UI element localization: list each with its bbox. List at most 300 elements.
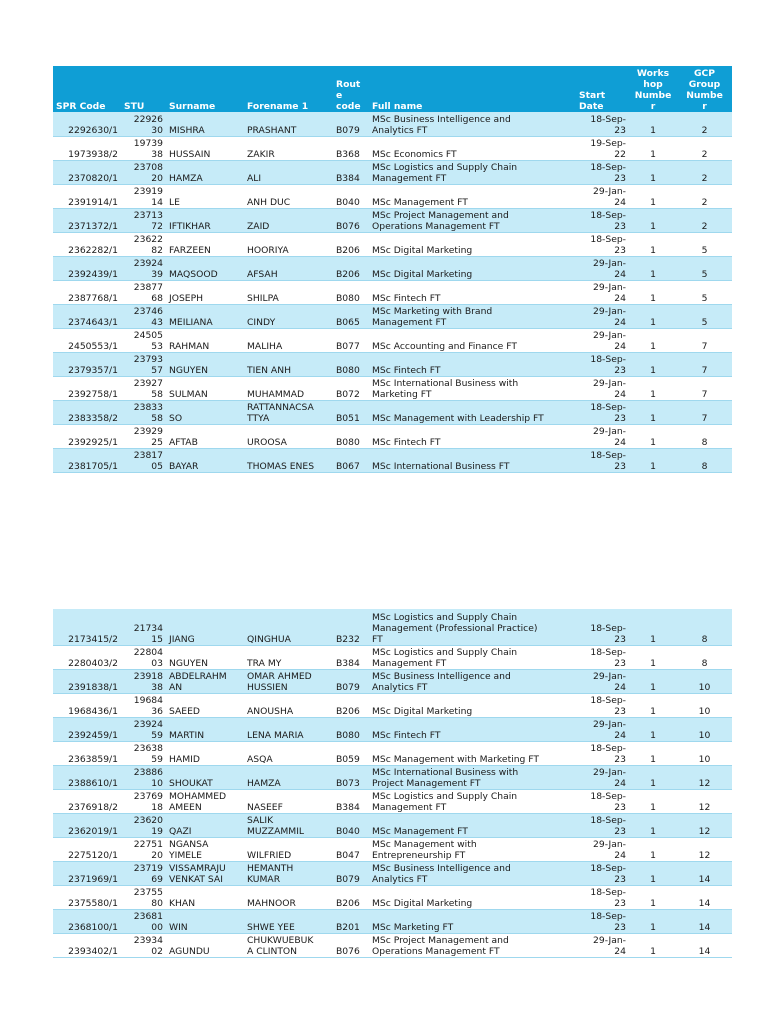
workshop-number-cell: 1 <box>629 160 677 184</box>
route-code-cell: B051 <box>333 400 369 424</box>
start-date-cell: 29-Jan- 24 <box>576 424 629 448</box>
table-row <box>53 136 732 160</box>
stu-cell: 21734 15 <box>121 609 166 645</box>
surname-cell: SO <box>166 400 244 424</box>
table-row <box>53 765 732 789</box>
route-code-cell: B065 <box>333 304 369 328</box>
start-date-cell: 29-Jan- 24 <box>576 280 629 304</box>
spr-code-cell: 2381705/1 <box>53 448 121 472</box>
workshop-number-cell: 1 <box>629 376 677 400</box>
stu-cell: 23681 00 <box>121 909 166 933</box>
gcp-group-cell: 10 <box>677 741 732 765</box>
header-gcp-group-number: GCP Group Numbe r <box>677 66 732 112</box>
start-date-cell: 18-Sep- 23 <box>576 909 629 933</box>
table-row <box>53 813 732 837</box>
forename-cell: SALIK MUZZAMMIL <box>244 813 333 837</box>
forename-cell: WILFRIED <box>244 837 333 861</box>
surname-cell: MAQSOOD <box>166 256 244 280</box>
route-code-cell: B384 <box>333 160 369 184</box>
workshop-number-cell: 1 <box>629 645 677 669</box>
stu-cell: 23934 02 <box>121 933 166 957</box>
start-date-cell: 18-Sep- 23 <box>576 112 629 136</box>
route-code-cell: B080 <box>333 424 369 448</box>
workshop-number-cell: 1 <box>629 448 677 472</box>
route-code-cell: B079 <box>333 669 369 693</box>
workshop-number-cell: 1 <box>629 765 677 789</box>
full-name-cell: MSc Management FT <box>369 813 576 837</box>
stu-cell: 23924 59 <box>121 717 166 741</box>
start-date-cell: 29-Jan- 24 <box>576 328 629 352</box>
full-name-cell: MSc Logistics and Supply Chain Management (Professional Practice) FT <box>369 609 576 645</box>
surname-cell: IFTIKHAR <box>166 208 244 232</box>
full-name-cell: MSc International Business with Marketing FT <box>369 376 576 400</box>
gcp-group-cell: 7 <box>677 376 732 400</box>
gcp-group-cell: 2 <box>677 112 732 136</box>
gcp-group-cell: 2 <box>677 208 732 232</box>
surname-cell: HUSSAIN <box>166 136 244 160</box>
workshop-number-cell: 1 <box>629 352 677 376</box>
start-date-cell: 29-Jan- 24 <box>576 669 629 693</box>
gcp-group-cell: 12 <box>677 837 732 861</box>
spr-code-cell: 2392925/1 <box>53 424 121 448</box>
surname-cell: MEILIANA <box>166 304 244 328</box>
full-name-cell: MSc Digital Marketing <box>369 693 576 717</box>
gcp-group-cell: 14 <box>677 885 732 909</box>
start-date-cell: 29-Jan- 24 <box>576 933 629 957</box>
stu-cell: 23929 25 <box>121 424 166 448</box>
table-row <box>53 256 732 280</box>
forename-cell: ALI <box>244 160 333 184</box>
workshop-number-cell: 1 <box>629 909 677 933</box>
full-name-cell: MSc Management with Marketing FT <box>369 741 576 765</box>
forename-cell: AFSAH <box>244 256 333 280</box>
route-code-cell: B206 <box>333 256 369 280</box>
full-name-cell: MSc Digital Marketing <box>369 885 576 909</box>
start-date-cell: 18-Sep- 23 <box>576 813 629 837</box>
stu-cell: 23886 10 <box>121 765 166 789</box>
stu-cell: 23918 38 <box>121 669 166 693</box>
route-code-cell: B080 <box>333 280 369 304</box>
full-name-cell: MSc Project Management and Operations Management FT <box>369 933 576 957</box>
table-row <box>53 837 732 861</box>
stu-cell: 23924 39 <box>121 256 166 280</box>
workshop-number-cell: 1 <box>629 112 677 136</box>
spr-code-cell: 2379357/1 <box>53 352 121 376</box>
spr-code-cell: 2387768/1 <box>53 280 121 304</box>
surname-cell: MISHRA <box>166 112 244 136</box>
gcp-group-cell: 7 <box>677 352 732 376</box>
full-name-cell: MSc Management with Entrepreneurship FT <box>369 837 576 861</box>
forename-cell: MAHNOOR <box>244 885 333 909</box>
spr-code-cell: 2391914/1 <box>53 184 121 208</box>
surname-cell: BAYAR <box>166 448 244 472</box>
header-full-name: Full name <box>369 66 576 112</box>
spr-code-cell: 2362019/1 <box>53 813 121 837</box>
surname-cell: AGUNDU <box>166 933 244 957</box>
table-row <box>53 304 732 328</box>
header-forename: Forename 1 <box>244 66 333 112</box>
forename-cell: OMAR AHMED HUSSIEN <box>244 669 333 693</box>
gcp-group-cell: 2 <box>677 160 732 184</box>
gcp-group-cell: 2 <box>677 136 732 160</box>
start-date-cell: 29-Jan- 24 <box>576 717 629 741</box>
stu-cell: 23746 43 <box>121 304 166 328</box>
workshop-number-cell: 1 <box>629 304 677 328</box>
header-surname: Surname <box>166 66 244 112</box>
table-row <box>53 328 732 352</box>
table-row <box>53 376 732 400</box>
surname-cell: MOHAMMED AMEEN <box>166 789 244 813</box>
spr-code-cell: 2391838/1 <box>53 669 121 693</box>
start-date-cell: 18-Sep- 23 <box>576 232 629 256</box>
workshop-number-cell: 1 <box>629 400 677 424</box>
full-name-cell: MSc Digital Marketing <box>369 256 576 280</box>
stu-cell: 24505 53 <box>121 328 166 352</box>
gcp-group-cell: 14 <box>677 861 732 885</box>
surname-cell: AFTAB <box>166 424 244 448</box>
table-row <box>53 424 732 448</box>
gcp-group-cell: 12 <box>677 789 732 813</box>
gcp-group-cell: 5 <box>677 232 732 256</box>
header-start-date: Start Date <box>576 66 629 112</box>
spr-code-cell: 1973938/2 <box>53 136 121 160</box>
forename-cell: PRASHANT <box>244 112 333 136</box>
table-row <box>53 112 732 136</box>
spr-code-cell: 2275120/1 <box>53 837 121 861</box>
gcp-group-cell: 12 <box>677 765 732 789</box>
gcp-group-cell: 7 <box>677 400 732 424</box>
surname-cell: VISSAMRAJU VENKAT SAI <box>166 861 244 885</box>
surname-cell: RAHMAN <box>166 328 244 352</box>
workshop-number-cell: 1 <box>629 861 677 885</box>
stu-cell: 23708 20 <box>121 160 166 184</box>
stu-cell: 23793 57 <box>121 352 166 376</box>
start-date-cell: 18-Sep- 23 <box>576 861 629 885</box>
workshop-number-cell: 1 <box>629 837 677 861</box>
workshop-number-cell: 1 <box>629 813 677 837</box>
forename-cell: THOMAS ENES <box>244 448 333 472</box>
spr-code-cell: 2450553/1 <box>53 328 121 352</box>
spr-code-cell: 2173415/2 <box>53 609 121 645</box>
surname-cell: SHOUKAT <box>166 765 244 789</box>
route-code-cell: B047 <box>333 837 369 861</box>
spr-code-cell: 2383358/2 <box>53 400 121 424</box>
forename-cell: UROOSA <box>244 424 333 448</box>
header-row <box>53 66 732 112</box>
full-name-cell: MSc Fintech FT <box>369 280 576 304</box>
table-row <box>53 232 732 256</box>
spr-code-cell: 2392439/1 <box>53 256 121 280</box>
route-code-cell: B206 <box>333 885 369 909</box>
stu-cell: 23817 05 <box>121 448 166 472</box>
surname-cell: LE <box>166 184 244 208</box>
full-name-cell: MSc Economics FT <box>369 136 576 160</box>
stu-cell: 23713 72 <box>121 208 166 232</box>
start-date-cell: 18-Sep- 23 <box>576 208 629 232</box>
start-date-cell: 18-Sep- 23 <box>576 885 629 909</box>
spr-code-cell: 1968436/1 <box>53 693 121 717</box>
table-row <box>53 789 732 813</box>
surname-cell: QAZI <box>166 813 244 837</box>
full-name-cell: MSc Accounting and Finance FT <box>369 328 576 352</box>
forename-cell: ASQA <box>244 741 333 765</box>
surname-cell: JIANG <box>166 609 244 645</box>
surname-cell: ABDELRAHM AN <box>166 669 244 693</box>
gcp-group-cell: 10 <box>677 693 732 717</box>
workshop-number-cell: 1 <box>629 885 677 909</box>
table-row <box>53 885 732 909</box>
route-code-cell: B040 <box>333 813 369 837</box>
workshop-number-cell: 1 <box>629 789 677 813</box>
full-name-cell: MSc Marketing FT <box>369 909 576 933</box>
spr-code-cell: 2292630/1 <box>53 112 121 136</box>
route-code-cell: B080 <box>333 717 369 741</box>
stu-cell: 23622 82 <box>121 232 166 256</box>
full-name-cell: MSc Marketing with Brand Management FT <box>369 304 576 328</box>
start-date-cell: 29-Jan- 24 <box>576 376 629 400</box>
workshop-number-cell: 1 <box>629 741 677 765</box>
gcp-group-cell: 8 <box>677 645 732 669</box>
spr-code-cell: 2362282/1 <box>53 232 121 256</box>
workshop-number-cell: 1 <box>629 208 677 232</box>
workshop-number-cell: 1 <box>629 184 677 208</box>
forename-cell: ZAKIR <box>244 136 333 160</box>
workshop-number-cell: 1 <box>629 717 677 741</box>
spr-code-cell: 2392459/1 <box>53 717 121 741</box>
spr-code-cell: 2392758/1 <box>53 376 121 400</box>
forename-cell: RATTANNACSA TTYA <box>244 400 333 424</box>
route-code-cell: B072 <box>333 376 369 400</box>
route-code-cell: B067 <box>333 448 369 472</box>
table-row <box>53 741 732 765</box>
stu-cell: 19684 36 <box>121 693 166 717</box>
forename-cell: SHWE YEE <box>244 909 333 933</box>
route-code-cell: B201 <box>333 909 369 933</box>
start-date-cell: 29-Jan- 24 <box>576 184 629 208</box>
surname-cell: NGUYEN <box>166 645 244 669</box>
gcp-group-cell: 14 <box>677 933 732 957</box>
full-name-cell: MSc Business Intelligence and Analytics FT <box>369 112 576 136</box>
start-date-cell: 29-Jan- 24 <box>576 765 629 789</box>
surname-cell: HAMID <box>166 741 244 765</box>
full-name-cell: MSc Fintech FT <box>369 352 576 376</box>
spr-code-cell: 2280403/2 <box>53 645 121 669</box>
forename-cell: ANOUSHA <box>244 693 333 717</box>
full-name-cell: MSc International Business FT <box>369 448 576 472</box>
full-name-cell: MSc Logistics and Supply Chain Management FT <box>369 160 576 184</box>
surname-cell: FARZEEN <box>166 232 244 256</box>
stu-cell: 23755 80 <box>121 885 166 909</box>
full-name-cell: MSc Management with Leadership FT <box>369 400 576 424</box>
surname-cell: KHAN <box>166 885 244 909</box>
spr-code-cell: 2388610/1 <box>53 765 121 789</box>
start-date-cell: 18-Sep- 23 <box>576 741 629 765</box>
workshop-number-cell: 1 <box>629 669 677 693</box>
route-code-cell: B079 <box>333 112 369 136</box>
workshop-number-cell: 1 <box>629 232 677 256</box>
route-code-cell: B080 <box>333 352 369 376</box>
forename-cell: QINGHUA <box>244 609 333 645</box>
surname-cell: SAEED <box>166 693 244 717</box>
table-row <box>53 669 732 693</box>
full-name-cell: MSc Project Management and Operations Management FT <box>369 208 576 232</box>
stu-cell: 23833 58 <box>121 400 166 424</box>
table-body <box>53 609 732 957</box>
gcp-group-cell: 8 <box>677 448 732 472</box>
table-row <box>53 280 732 304</box>
workshop-number-cell: 1 <box>629 933 677 957</box>
forename-cell: NASEEF <box>244 789 333 813</box>
route-code-cell: B079 <box>333 861 369 885</box>
start-date-cell: 18-Sep- 23 <box>576 448 629 472</box>
surname-cell: JOSEPH <box>166 280 244 304</box>
route-code-cell: B384 <box>333 789 369 813</box>
route-code-cell: B059 <box>333 741 369 765</box>
workshop-number-cell: 1 <box>629 256 677 280</box>
gcp-group-cell: 8 <box>677 424 732 448</box>
start-date-cell: 18-Sep- 23 <box>576 352 629 376</box>
route-code-cell: B077 <box>333 328 369 352</box>
full-name-cell: MSc Digital Marketing <box>369 232 576 256</box>
stu-cell: 23620 19 <box>121 813 166 837</box>
gcp-group-cell: 8 <box>677 609 732 645</box>
student-table-top <box>53 66 732 473</box>
table-row <box>53 448 732 472</box>
forename-cell: HAMZA <box>244 765 333 789</box>
spr-code-cell: 2375580/1 <box>53 885 121 909</box>
forename-cell: SHILPA <box>244 280 333 304</box>
spr-code-cell: 2376918/2 <box>53 789 121 813</box>
stu-cell: 23877 68 <box>121 280 166 304</box>
start-date-cell: 18-Sep- 23 <box>576 645 629 669</box>
start-date-cell: 18-Sep- 23 <box>576 609 629 645</box>
gcp-group-cell: 10 <box>677 669 732 693</box>
spr-code-cell: 2370820/1 <box>53 160 121 184</box>
full-name-cell: MSc Business Intelligence and Analytics FT <box>369 861 576 885</box>
route-code-cell: B076 <box>333 208 369 232</box>
full-name-cell: MSc Fintech FT <box>369 424 576 448</box>
header-spr-code: SPR Code <box>53 66 121 112</box>
workshop-number-cell: 1 <box>629 424 677 448</box>
surname-cell: NGUYEN <box>166 352 244 376</box>
start-date-cell: 29-Jan- 24 <box>576 256 629 280</box>
stu-cell: 22804 03 <box>121 645 166 669</box>
full-name-cell: MSc Fintech FT <box>369 717 576 741</box>
route-code-cell: B206 <box>333 232 369 256</box>
gcp-group-cell: 5 <box>677 304 732 328</box>
route-code-cell: B384 <box>333 645 369 669</box>
surname-cell: SULMAN <box>166 376 244 400</box>
forename-cell: HOORIYA <box>244 232 333 256</box>
forename-cell: MUHAMMAD <box>244 376 333 400</box>
start-date-cell: 18-Sep- 23 <box>576 789 629 813</box>
spr-code-cell: 2371372/1 <box>53 208 121 232</box>
workshop-number-cell: 1 <box>629 693 677 717</box>
start-date-cell: 18-Sep- 23 <box>576 400 629 424</box>
table-row <box>53 717 732 741</box>
stu-cell: 23719 69 <box>121 861 166 885</box>
start-date-cell: 18-Sep- 23 <box>576 160 629 184</box>
route-code-cell: B040 <box>333 184 369 208</box>
spr-code-cell: 2371969/1 <box>53 861 121 885</box>
full-name-cell: MSc International Business with Project Management FT <box>369 765 576 789</box>
workshop-number-cell: 1 <box>629 136 677 160</box>
table-row <box>53 609 732 645</box>
table-row <box>53 160 732 184</box>
table-row <box>53 861 732 885</box>
table-row <box>53 352 732 376</box>
stu-cell: 23927 58 <box>121 376 166 400</box>
start-date-cell: 19-Sep- 22 <box>576 136 629 160</box>
gcp-group-cell: 10 <box>677 717 732 741</box>
forename-cell: TRA MY <box>244 645 333 669</box>
gcp-group-cell: 7 <box>677 328 732 352</box>
spr-code-cell: 2393402/1 <box>53 933 121 957</box>
stu-cell: 22751 20 <box>121 837 166 861</box>
forename-cell: TIEN ANH <box>244 352 333 376</box>
forename-cell: LENA MARIA <box>244 717 333 741</box>
route-code-cell: B368 <box>333 136 369 160</box>
surname-cell: WIN <box>166 909 244 933</box>
spr-code-cell: 2374643/1 <box>53 304 121 328</box>
gcp-group-cell: 5 <box>677 256 732 280</box>
header-route-code: Rout e code <box>333 66 369 112</box>
workshop-number-cell: 1 <box>629 609 677 645</box>
route-code-cell: B206 <box>333 693 369 717</box>
header-workshop-number: Works hop Numbe r <box>629 66 677 112</box>
forename-cell: CHUKWUEBUK A CLINTON <box>244 933 333 957</box>
workshop-number-cell: 1 <box>629 280 677 304</box>
table-body <box>53 112 732 472</box>
gcp-group-cell: 5 <box>677 280 732 304</box>
start-date-cell: 29-Jan- 24 <box>576 304 629 328</box>
forename-cell: MALIHA <box>244 328 333 352</box>
table-row <box>53 208 732 232</box>
route-code-cell: B073 <box>333 765 369 789</box>
stu-cell: 23638 59 <box>121 741 166 765</box>
table-row <box>53 909 732 933</box>
stu-cell: 23919 14 <box>121 184 166 208</box>
gcp-group-cell: 12 <box>677 813 732 837</box>
forename-cell: CINDY <box>244 304 333 328</box>
stu-cell: 23769 18 <box>121 789 166 813</box>
start-date-cell: 18-Sep- 23 <box>576 693 629 717</box>
forename-cell: ANH DUC <box>244 184 333 208</box>
surname-cell: HAMZA <box>166 160 244 184</box>
spr-code-cell: 2363859/1 <box>53 741 121 765</box>
table-row <box>53 184 732 208</box>
full-name-cell: MSc Logistics and Supply Chain Management FT <box>369 645 576 669</box>
surname-cell: MARTIN <box>166 717 244 741</box>
full-name-cell: MSc Logistics and Supply Chain Management FT <box>369 789 576 813</box>
header-stu: STU <box>121 66 166 112</box>
workshop-number-cell: 1 <box>629 328 677 352</box>
student-table-bottom <box>53 609 732 958</box>
route-code-cell: B232 <box>333 609 369 645</box>
gcp-group-cell: 2 <box>677 184 732 208</box>
table-row <box>53 645 732 669</box>
stu-cell: 22926 30 <box>121 112 166 136</box>
forename-cell: HEMANTH KUMAR <box>244 861 333 885</box>
start-date-cell: 29-Jan- 24 <box>576 837 629 861</box>
surname-cell: NGANSA YIMELE <box>166 837 244 861</box>
full-name-cell: MSc Business Intelligence and Analytics FT <box>369 669 576 693</box>
forename-cell: ZAID <box>244 208 333 232</box>
table-row <box>53 400 732 424</box>
table-row <box>53 933 732 957</box>
spr-code-cell: 2368100/1 <box>53 909 121 933</box>
full-name-cell: MSc Management FT <box>369 184 576 208</box>
